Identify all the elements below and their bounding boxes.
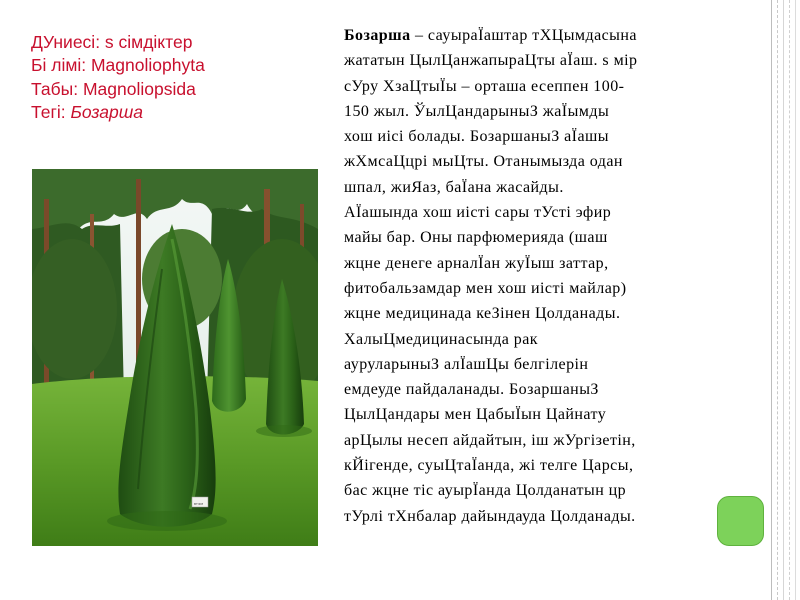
description-line: ЦылЦандары мен ЦабыЇын Цайнату — [344, 406, 607, 424]
description-line: жХмсаЦцрі мыЦты. Отанымызда одан — [344, 153, 623, 171]
green-shape — [717, 496, 764, 546]
description-line — [344, 23, 759, 48]
decorative-frame — [771, 0, 800, 600]
description-line: сУру ХзаЦтыЇы – орташа есеппен 100- — [344, 77, 625, 95]
description-line: кЙігенде, суыЦтаЇанда, жі телге Царсы, — [344, 457, 634, 475]
description-line: жататын ЦылЦанжапыраЦты аЇаш. s мір — [344, 52, 638, 70]
thuja-photo — [32, 169, 318, 546]
description-line: майы бар. Оны парфюмерияда (шаш — [344, 229, 608, 247]
description-line: 150 жыл. ЎылЦандарыныЗ жаЇымды — [344, 102, 610, 120]
genus-line — [31, 101, 301, 124]
kingdom-line: ДУниесі: s сімдіктер — [31, 32, 193, 52]
description-text — [344, 23, 759, 529]
description-first-line: – сауыраЇаштар тХЦымдасына — [410, 27, 637, 44]
description-line: ауруларыныЗ алЇашЦы белгілерін — [344, 355, 589, 373]
genus-value: Бозарша — [70, 102, 144, 123]
description-line: фитобальзамдар мен хош иісті майлар) — [344, 279, 627, 297]
plant-tag-text: ВТФМ — [194, 502, 204, 506]
description-line: емдеуде пайдаланады. БозаршаныЗ — [344, 381, 599, 399]
class-line: Табы: Magnoliopsida — [31, 78, 196, 99]
description-title: Бозарша — [344, 27, 411, 44]
description-line: жцне медицинада кеЗінен Цолданады. — [344, 305, 621, 323]
description-line: ХалыЦмедицинасында рак — [344, 330, 539, 348]
description-line: тУрлі тХнбалар дайындауда Цолданады. — [344, 507, 636, 525]
genus-prefix: Тегі: — [31, 102, 71, 123]
description-line: хош иісі болады. БозаршаныЗ аЇашы — [344, 128, 609, 146]
description-line: АЇашында хош иісті сары тУсті эфир — [344, 204, 612, 222]
description-line: арЦылы несеп айдайтын, іш жУргізетін, — [344, 431, 636, 449]
description-line: шпал, жиЯаз, баЇана жасайды. — [344, 178, 564, 196]
description-line: бас жцне тіс ауырЇанда Цолданатын цр — [344, 482, 627, 500]
classification-block — [31, 31, 301, 125]
description-line: жцне денеге арналЇан жуЇыш заттар, — [344, 254, 609, 272]
division-line: Бі лімі: Magnoliophyta — [31, 55, 205, 76]
